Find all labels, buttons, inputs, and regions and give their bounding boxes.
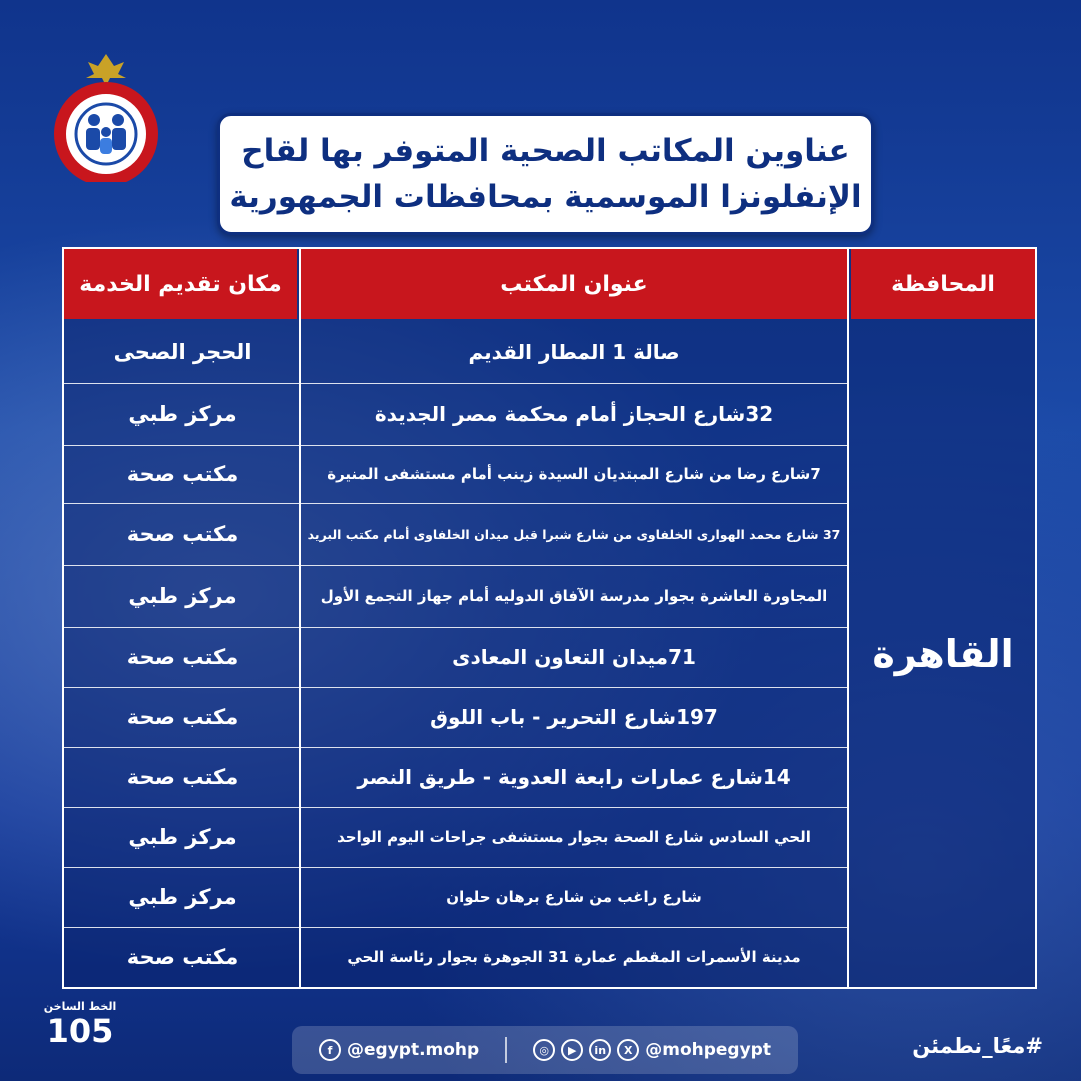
service-place-cell: مكتب صحة bbox=[126, 522, 239, 546]
table-row bbox=[64, 747, 847, 807]
address-cell: 37 شارع محمد الهوارى الخلفاوى من شارع شبرا قبل ميدان الخلفاوى أمام مكتب البريد bbox=[307, 526, 841, 542]
service-place-cell: مركز طبي bbox=[128, 825, 237, 849]
service-place-cell: مكتب صحة bbox=[126, 462, 239, 486]
address-cell: مدينة الأسمرات المقطم عمارة 31 الجوهرة بجوار رئاسة الحي bbox=[347, 948, 801, 966]
service-place-cell: مركز طبي bbox=[128, 584, 237, 608]
row-divider bbox=[64, 445, 847, 446]
x-icon: X bbox=[617, 1039, 639, 1061]
governorate-cell: القاهرة bbox=[872, 632, 1014, 676]
service-place-cell: مكتب صحة bbox=[126, 645, 239, 669]
table-row bbox=[64, 565, 847, 627]
row-divider bbox=[64, 927, 847, 928]
address-cell: المجاورة العاشرة بجوار مدرسة الآفاق الدوليه أمام جهاز التجمع الأول bbox=[320, 587, 828, 605]
table-row bbox=[64, 383, 847, 445]
row-divider bbox=[64, 627, 847, 628]
row-divider bbox=[64, 747, 847, 748]
address-cell: 7شارع رضا من شارع المبتديان السيدة زينب أمام مستشفى المنيرة bbox=[327, 465, 821, 483]
address-cell: 197شارع التحرير - باب اللوق bbox=[430, 705, 718, 729]
address-cell: شارع راغب من شارع برهان حلوان bbox=[446, 888, 702, 906]
instagram-icon: ◎ bbox=[533, 1039, 555, 1061]
table-row bbox=[64, 807, 847, 867]
social-bar bbox=[292, 1026, 798, 1074]
offices-table bbox=[62, 247, 1037, 989]
table-row bbox=[64, 687, 847, 747]
row-divider bbox=[64, 687, 847, 688]
row-divider bbox=[64, 867, 847, 868]
service-place-cell: مكتب صحة bbox=[126, 765, 239, 789]
facebook-icon: f bbox=[319, 1039, 341, 1061]
title-line-2: الإنفلونزا الموسمية بمحافظات الجمهورية bbox=[229, 179, 862, 215]
address-cell: صالة 1 المطار القديم bbox=[468, 340, 680, 364]
facebook-handle-text: @egypt.mohp bbox=[347, 1040, 480, 1060]
table-row bbox=[64, 445, 847, 503]
table-row bbox=[64, 627, 847, 687]
hotline bbox=[40, 1000, 120, 1049]
address-cell: 14شارع عمارات رابعة العدوية - طريق النصر bbox=[357, 765, 791, 789]
row-divider bbox=[64, 503, 847, 504]
service-place-cell: مكتب صحة bbox=[126, 705, 239, 729]
page-title bbox=[217, 113, 874, 235]
service-place-cell: الحجر الصحى bbox=[113, 340, 252, 364]
table-row bbox=[64, 867, 847, 927]
header-service-place: مكان تقديم الخدمة bbox=[64, 249, 297, 319]
title-line-1: عناوين المكاتب الصحية المتوفر بها لقاح bbox=[241, 133, 850, 169]
row-divider bbox=[64, 565, 847, 566]
youtube-icon: ▶ bbox=[561, 1039, 583, 1061]
row-divider bbox=[64, 383, 847, 384]
table-row bbox=[64, 321, 847, 383]
social-handle-text: @mohpegypt bbox=[645, 1040, 771, 1060]
divider bbox=[505, 1037, 507, 1063]
header-governorate: المحافظة bbox=[851, 249, 1035, 319]
hotline-label: الخط الساخن bbox=[43, 1000, 117, 1013]
service-place-cell: مركز طبي bbox=[128, 885, 237, 909]
service-place-cell: مركز طبي bbox=[128, 402, 237, 426]
ministry-logo bbox=[46, 52, 166, 182]
social-handle[interactable] bbox=[533, 1039, 771, 1061]
hashtag: #معًا_نطمئن bbox=[912, 1034, 1043, 1058]
address-cell: الحي السادس شارع الصحة بجوار مستشفى جراحات اليوم الواحد bbox=[337, 828, 811, 846]
hotline-number: 105 bbox=[46, 1012, 114, 1050]
column-divider bbox=[847, 249, 849, 987]
address-cell: 71ميدان التعاون المعادى bbox=[452, 645, 696, 669]
header-address: عنوان المكتب bbox=[301, 249, 847, 319]
table-row bbox=[64, 503, 847, 565]
table-row bbox=[64, 927, 847, 987]
service-place-cell: مكتب صحة bbox=[126, 945, 239, 969]
address-cell: 32شارع الحجاز أمام محكمة مصر الجديدة bbox=[374, 402, 774, 426]
facebook-handle[interactable] bbox=[319, 1039, 479, 1061]
linkedin-icon: in bbox=[589, 1039, 611, 1061]
row-divider bbox=[64, 807, 847, 808]
